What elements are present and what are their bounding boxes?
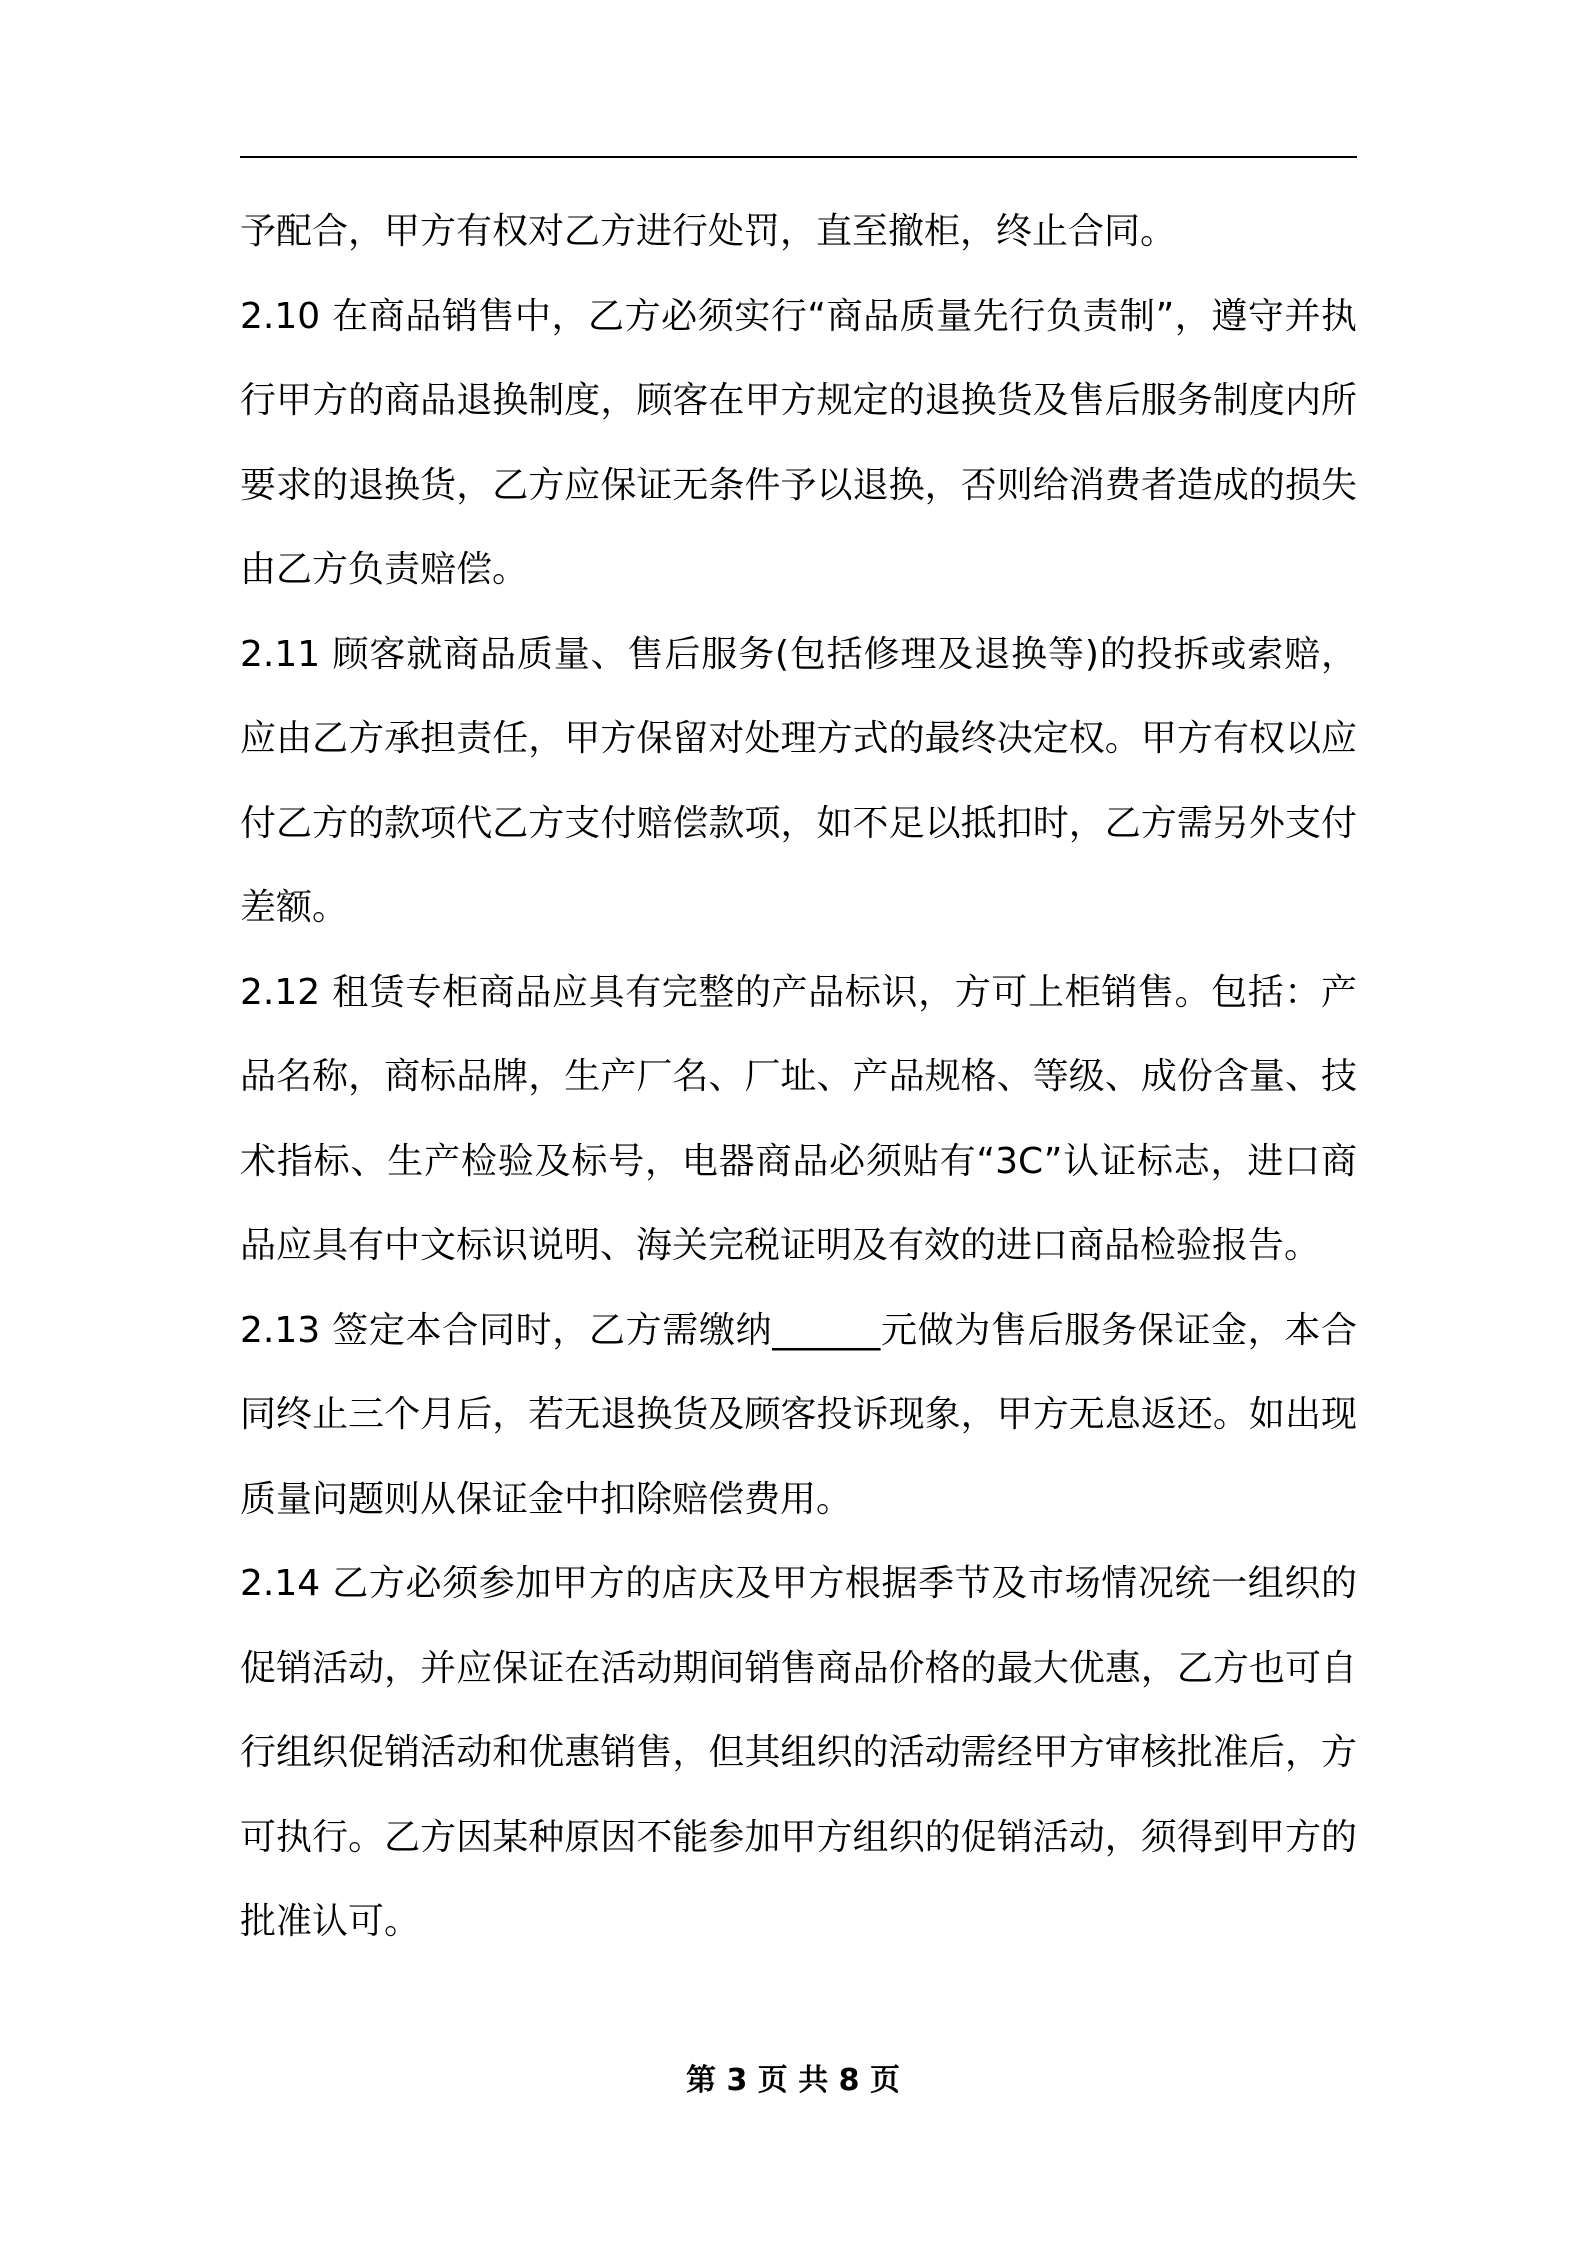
clause-2-14: 2.14 乙方必须参加甲方的店庆及甲方根据季节及市场情况统一组织的促销活动，并应保证在活动期间销售商品价格的最大优惠，乙方也可自行组织促销活动和优惠销售，但其组织的活动需经甲方审核批准后，方可执行。乙方因某种原因不能参加甲方组织的促销活动，须得到甲方的批准认可。 — [240, 1563, 1357, 1942]
paragraph-continuation: 予配合，甲方有权对乙方进行处罚，直至撤柜，终止合同。 — [240, 211, 1177, 252]
page-number: 第 3 页 共 8 页 — [686, 2063, 900, 2098]
header-rule — [240, 156, 1357, 158]
contract-body — [240, 190, 1357, 1965]
clause-2-13: 2.13 签定本合同时，乙方需缴纳______元做为售后服务保证金，本合同终止三个月后，若无退换货及顾客投诉现象，甲方无息返还。如出现质量问题则从保证金中扣除赔偿费用。 — [240, 1309, 1357, 1520]
clause-2-11: 2.11 顾客就商品质量、售后服务(包括修理及退换等)的投拆或索赔，应由乙方承担责任，甲方保留对处理方式的最终决定权。甲方有权以应付乙方的款项代乙方支付赔偿款项，如不足以抵扣时，乙方需另外支付差额。 — [240, 633, 1357, 928]
clause-2-10: 2.10 在商品销售中，乙方必须实行“商品质量先行负责制”，遵守并执行甲方的商品退换制度，顾客在甲方规定的退换货及售后服务制度内所要求的退换货，乙方应保证无条件予以退换，否则给消费者造成的损失由乙方负责赔偿。 — [240, 295, 1357, 590]
clause-2-12: 2.12 租赁专柜商品应具有完整的产品标识，方可上柜销售。包括：产品名称，商标品牌，生产厂名、厂址、产品规格、等级、成份含量、技术指标、生产检验及标号，电器商品必须贴有“3C”认证标志，进口商品应具有中文标识说明、海关完税证明及有效的进口商品检验报告。 — [240, 971, 1357, 1266]
